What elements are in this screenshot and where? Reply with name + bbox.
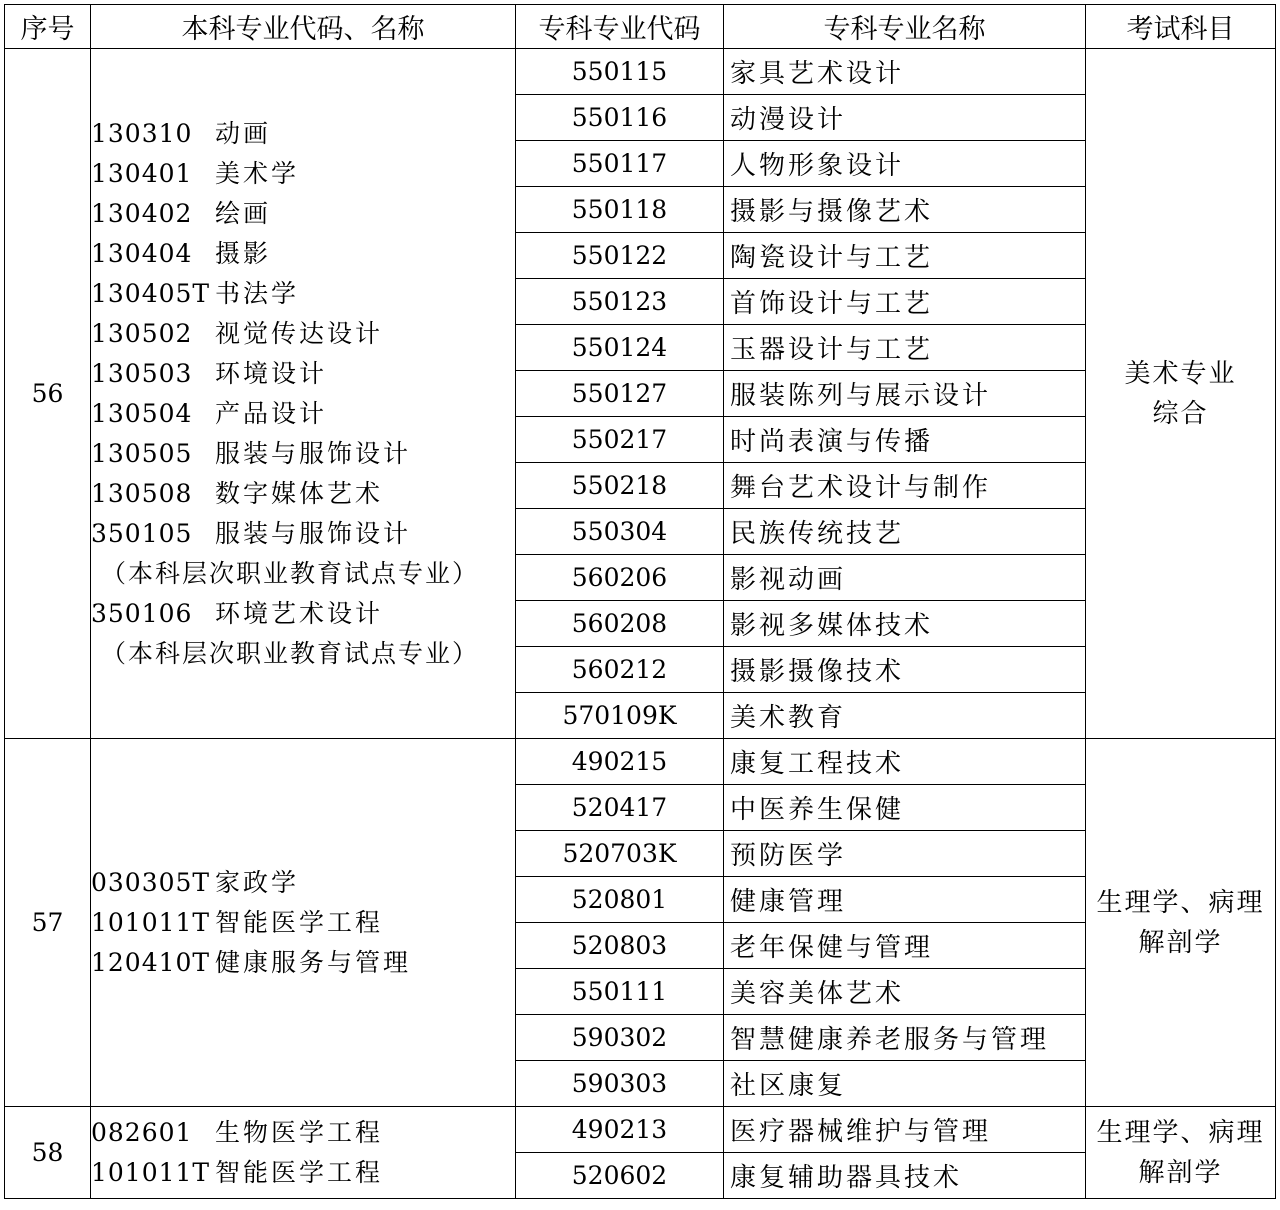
junior-major-code: 590303 [516, 1061, 724, 1107]
undergrad-major-name: 绘画 [215, 198, 272, 228]
junior-major-name: 人物形象设计 [724, 141, 1086, 187]
undergrad-major-item [91, 154, 515, 194]
undergrad-major-note: （本科层次职业教育试点专业） [101, 638, 480, 668]
undergrad-major-item [91, 314, 515, 354]
junior-major-name: 首饰设计与工艺 [724, 279, 1086, 325]
undergrad-major-name: 智能医学工程 [215, 907, 384, 937]
undergrad-major-code: 120410T [91, 947, 211, 977]
junior-major-name: 社区康复 [724, 1061, 1086, 1107]
junior-major-code: 550117 [516, 141, 724, 187]
undergrad-major-name: 环境设计 [215, 358, 328, 388]
admission-major-table [4, 4, 1276, 1199]
undergrad-major-item [91, 394, 515, 434]
exam-subject-line: 美术专业 [1124, 358, 1237, 389]
group-seq: 57 [5, 739, 91, 1107]
undergrad-major-code: 130505 [91, 438, 193, 468]
junior-major-code: 550111 [516, 969, 724, 1015]
junior-major-name: 医疗器械维护与管理 [724, 1107, 1086, 1153]
undergrad-major-name: 美术学 [215, 158, 300, 188]
header-junior-code: 专科专业代码 [516, 5, 724, 49]
table-body [5, 49, 1276, 1199]
header-junior-name: 专科专业名称 [724, 5, 1086, 49]
group-seq: 56 [5, 49, 91, 739]
junior-major-code: 550124 [516, 325, 724, 371]
junior-major-name: 智慧健康养老服务与管理 [724, 1015, 1086, 1061]
junior-major-name: 美容美体艺术 [724, 969, 1086, 1015]
undergrad-major-code: 350106 [91, 598, 193, 628]
undergrad-major-item [91, 434, 515, 474]
undergrad-major-code: 030305T [91, 867, 211, 897]
junior-major-name: 康复工程技术 [724, 739, 1086, 785]
junior-major-code: 520602 [516, 1153, 724, 1199]
exam-subject-line: 解剖学 [1138, 1157, 1223, 1188]
undergrad-major-name: 摄影 [215, 238, 272, 268]
undergrad-major-name: 视觉传达设计 [215, 318, 384, 348]
junior-major-name: 中医养生保健 [724, 785, 1086, 831]
junior-major-code: 520417 [516, 785, 724, 831]
undergrad-major-name: 健康服务与管理 [215, 947, 412, 977]
undergrad-major-list [91, 49, 516, 739]
undergrad-major-code: 130503 [91, 358, 193, 388]
junior-major-code: 550304 [516, 509, 724, 555]
junior-major-name: 康复辅助器具技术 [724, 1153, 1086, 1199]
undergrad-major-name: 环境艺术设计 [215, 598, 384, 628]
junior-major-code: 560212 [516, 647, 724, 693]
undergrad-major-code: 130504 [91, 398, 193, 428]
junior-major-code: 490213 [516, 1107, 724, 1153]
undergrad-major-item [91, 274, 515, 314]
undergrad-major-list [91, 1107, 516, 1199]
undergrad-major-list [91, 739, 516, 1107]
undergrad-major-item [91, 194, 515, 234]
undergrad-major-item [91, 114, 515, 154]
undergrad-major-code: 130401 [91, 158, 193, 188]
junior-major-code: 550115 [516, 49, 724, 95]
undergrad-major-name: 家政学 [215, 867, 300, 897]
undergrad-major-note: （本科层次职业教育试点专业） [101, 558, 480, 588]
undergrad-major-code: 130402 [91, 198, 193, 228]
junior-major-code: 550218 [516, 463, 724, 509]
junior-major-code: 570109K [516, 693, 724, 739]
junior-major-name: 美术教育 [724, 693, 1086, 739]
junior-major-name: 时尚表演与传播 [724, 417, 1086, 463]
undergrad-major-code: 130508 [91, 478, 193, 508]
junior-major-code: 550123 [516, 279, 724, 325]
junior-major-name: 陶瓷设计与工艺 [724, 233, 1086, 279]
junior-major-name: 影视动画 [724, 555, 1086, 601]
undergrad-major-name: 产品设计 [215, 398, 328, 428]
exam-subject [1086, 739, 1276, 1107]
junior-major-code: 550217 [516, 417, 724, 463]
header-exam-subject: 考试科目 [1086, 5, 1276, 49]
undergrad-major-name: 服装与服饰设计 [215, 438, 412, 468]
junior-major-code: 560206 [516, 555, 724, 601]
junior-major-code: 550127 [516, 371, 724, 417]
undergrad-major-name: 数字媒体艺术 [215, 478, 384, 508]
undergrad-major-item [91, 594, 515, 634]
junior-major-code: 550122 [516, 233, 724, 279]
junior-major-name: 预防医学 [724, 831, 1086, 877]
undergrad-major-item [91, 514, 515, 554]
undergrad-major-name: 服装与服饰设计 [215, 518, 412, 548]
undergrad-major-item [91, 943, 515, 983]
junior-major-name: 服装陈列与展示设计 [724, 371, 1086, 417]
junior-major-code: 490215 [516, 739, 724, 785]
junior-major-code: 520801 [516, 877, 724, 923]
exam-subject [1086, 1107, 1276, 1199]
junior-major-name: 玉器设计与工艺 [724, 325, 1086, 371]
table-row [5, 49, 1276, 95]
group-seq: 58 [5, 1107, 91, 1199]
undergrad-major-item [91, 234, 515, 274]
undergrad-major-name: 书法学 [215, 278, 300, 308]
junior-major-name: 影视多媒体技术 [724, 601, 1086, 647]
undergrad-major-code: 082601 [91, 1117, 193, 1147]
table-row [5, 1107, 1276, 1153]
undergrad-major-code: 101011T [91, 1157, 211, 1187]
undergrad-major-item [91, 1113, 515, 1153]
junior-major-name: 摄影摄像技术 [724, 647, 1086, 693]
undergrad-major-name: 动画 [215, 118, 272, 148]
exam-subject-line: 解剖学 [1138, 927, 1223, 958]
junior-major-name: 舞台艺术设计与制作 [724, 463, 1086, 509]
undergrad-major-item [91, 354, 515, 394]
undergrad-major-item [91, 1153, 515, 1193]
undergrad-major-code: 130502 [91, 318, 193, 348]
junior-major-code: 550118 [516, 187, 724, 233]
junior-major-code: 560208 [516, 601, 724, 647]
exam-subject-line: 综合 [1152, 398, 1209, 429]
undergrad-major-code: 130404 [91, 238, 193, 268]
undergrad-major-name: 智能医学工程 [215, 1157, 384, 1187]
header-undergrad-major: 本科专业代码、名称 [91, 5, 516, 49]
undergrad-major-code: 130310 [91, 118, 193, 148]
junior-major-code: 520803 [516, 923, 724, 969]
undergrad-major-code: 130405T [91, 278, 211, 308]
undergrad-major-code: 350105 [91, 518, 193, 548]
junior-major-name: 摄影与摄像艺术 [724, 187, 1086, 233]
table-row [5, 739, 1276, 785]
junior-major-code: 550116 [516, 95, 724, 141]
junior-major-name: 家具艺术设计 [724, 49, 1086, 95]
undergrad-major-item [91, 903, 515, 943]
undergrad-major-name: 生物医学工程 [215, 1117, 384, 1147]
junior-major-code: 590302 [516, 1015, 724, 1061]
header-row [5, 5, 1276, 49]
junior-major-name: 动漫设计 [724, 95, 1086, 141]
undergrad-major-item [91, 863, 515, 903]
junior-major-name: 老年保健与管理 [724, 923, 1086, 969]
junior-major-name: 健康管理 [724, 877, 1086, 923]
header-seq: 序号 [5, 5, 91, 49]
junior-major-code: 520703K [516, 831, 724, 877]
exam-subject [1086, 49, 1276, 739]
undergrad-major-item [91, 474, 515, 514]
exam-subject-line: 生理学、病理 [1096, 1117, 1265, 1148]
undergrad-major-code: 101011T [91, 907, 211, 937]
junior-major-name: 民族传统技艺 [724, 509, 1086, 555]
exam-subject-line: 生理学、病理 [1096, 887, 1265, 918]
